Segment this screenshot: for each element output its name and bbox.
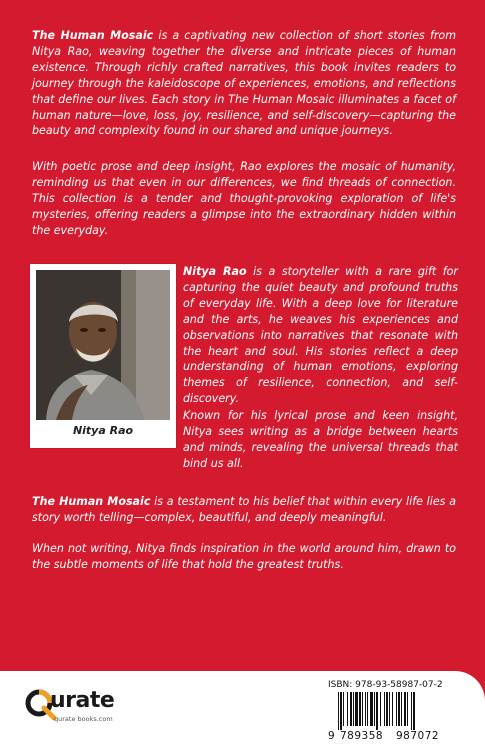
barcode-bar xyxy=(374,692,375,726)
barcode-bar xyxy=(384,692,385,726)
synopsis-text-1: is a captivating new collection of short stories from Nitya Rao, weaving together the diverse and intricate pieces of human existence. Through richly crafted narratives, this book invites readers to journey through the kaleidoscope of experiences, emotions, and reflections that define our lives. Each story in The Human Mosaic illuminates a facet of human nature—love, loss, joy, resilience, and self-discovery—capturing the beauty and complexity found in our shared and unique journeys. xyxy=(32,29,457,138)
barcode-bar xyxy=(380,692,381,726)
barcode-bar xyxy=(370,692,373,726)
book-title-inline: The Human Mosaic xyxy=(32,29,154,42)
author-bio-paragraph-2 xyxy=(183,408,458,472)
testament-text: is a testament to his belief that within every life lies a story worth telling—complex, beautiful, and deeply meaningful. xyxy=(32,495,456,524)
barcode-bar xyxy=(407,692,408,726)
publisher-url: qurate books.com xyxy=(54,715,113,723)
publisher-name: urate xyxy=(50,688,115,713)
synopsis-paragraph-1 xyxy=(32,28,456,139)
testament-paragraph xyxy=(32,494,456,526)
barcode-bars xyxy=(334,692,454,730)
barcode-bar xyxy=(359,692,361,726)
book-title-inline-2: The Human Mosaic xyxy=(32,495,151,508)
author-photo xyxy=(36,270,170,420)
barcode-bar xyxy=(365,692,366,726)
author-name-inline: Nitya Rao xyxy=(183,265,247,278)
barcode-bar xyxy=(392,692,393,726)
author-bio-text-1: is a storyteller with a rare gift for capturing the quiet beauty and profound truths of everyday life. With a deep love for literature and the arts, he weaves his experiences and observations into narratives that resonate with the heart and soul. His stories reflect a deep understanding of human emotions, exploring themes of resilience, connection, and self-discovery. xyxy=(183,265,458,406)
synopsis-text-2: With poetic prose and deep insight, Rao explores the mosaic of humanity, reminding us that even in our differences, we find threads of connection. This collection is a tender and thought-provoking exploration of life's mysteries, offering readers a glimpse into the extraordinary hidden within the everyday. xyxy=(32,160,456,237)
author-portrait-image xyxy=(36,270,170,420)
barcode-bar xyxy=(343,692,344,726)
barcode-bar xyxy=(355,692,358,726)
barcode-bar xyxy=(396,692,397,726)
barcode-bar xyxy=(347,692,348,726)
barcode-bar xyxy=(353,692,354,726)
barcode-bar xyxy=(413,692,415,730)
barcode-digits-right: 987072 xyxy=(396,730,440,742)
author-bio-text-2: Known for his lyrical prose and keen insight, Nitya sees writing as a bridge between hearts and minds, revealing the universal threads that bind us all. xyxy=(183,409,458,470)
author-photo-caption: Nitya Rao xyxy=(72,424,134,437)
barcode-bar xyxy=(367,692,368,726)
barcode-bar xyxy=(398,692,400,726)
author-bio-paragraph-1 xyxy=(183,264,458,407)
barcode-bar xyxy=(389,692,390,726)
barcode-bar xyxy=(362,692,363,726)
barcode-bar xyxy=(404,692,406,726)
barcode-bar xyxy=(340,692,342,730)
isbn-barcode xyxy=(328,680,458,742)
barcode-bar xyxy=(350,692,352,726)
barcode-bar xyxy=(376,692,378,730)
barcode-digits-left: 789358 xyxy=(340,730,384,742)
isbn-label: ISBN: 978-93-58987-07-2 xyxy=(328,680,443,690)
synopsis-paragraph-2 xyxy=(32,159,456,239)
inspiration-text: When not writing, Nitya finds inspiration in the world around him, drawn to the subtle moments of life that hold the greatest truths. xyxy=(32,542,456,571)
barcode-bar xyxy=(386,692,388,726)
inspiration-paragraph xyxy=(32,541,456,573)
barcode-digit-first: 9 xyxy=(328,730,336,742)
author-photo-frame xyxy=(30,264,176,448)
barcode-bar xyxy=(411,692,412,730)
barcode-bar xyxy=(401,692,402,726)
barcode-bar xyxy=(338,692,339,730)
publisher-logo xyxy=(24,688,144,728)
